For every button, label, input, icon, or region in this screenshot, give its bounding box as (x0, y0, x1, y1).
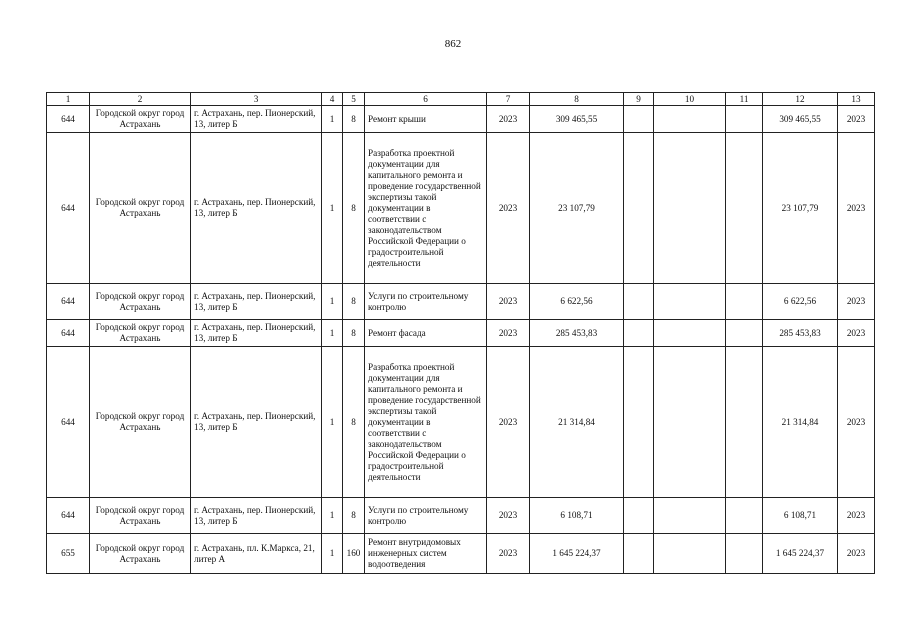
cell-col12-cost: 21 314,84 (763, 347, 838, 498)
cell-municipality: Городской округ город Астрахань (90, 284, 191, 320)
column-header: 9 (624, 93, 654, 106)
cell-work-type: Ремонт крыши (365, 106, 487, 133)
cell-work-type: Ремонт внутридомовых инженерных систем водоотведения (365, 534, 487, 574)
cell-col11 (726, 498, 763, 534)
cell-id: 644 (47, 320, 90, 347)
cell-col9 (624, 106, 654, 133)
cell-col4: 1 (322, 284, 343, 320)
cell-total-cost: 23 107,79 (530, 133, 624, 284)
cell-col4: 1 (322, 347, 343, 498)
column-header: 7 (487, 93, 530, 106)
cell-municipality: Городской округ город Астрахань (90, 347, 191, 498)
cell-end-year: 2023 (838, 498, 875, 534)
cell-col9 (624, 320, 654, 347)
cell-work-type: Разработка проектной документации для капитального ремонта и проведение государственной экспертизы такой документации в соответствии с законодательством Российской Федерации о градостроительной деятельности (365, 347, 487, 498)
cell-end-year: 2023 (838, 534, 875, 574)
cell-end-year: 2023 (838, 284, 875, 320)
cell-address: г. Астрахань, пер. Пионерский, 13, литер Б (191, 106, 322, 133)
cell-address: г. Астрахань, пер. Пионерский, 13, литер Б (191, 133, 322, 284)
cell-col5: 160 (343, 534, 365, 574)
cell-col10 (654, 284, 726, 320)
column-header: 6 (365, 93, 487, 106)
cell-col9 (624, 534, 654, 574)
cell-work-type: Услуги по строительному контролю (365, 498, 487, 534)
repair-registry-table (46, 92, 875, 574)
column-header: 8 (530, 93, 624, 106)
cell-col10 (654, 534, 726, 574)
cell-col4: 1 (322, 320, 343, 347)
cell-total-cost: 6 108,71 (530, 498, 624, 534)
cell-col4: 1 (322, 106, 343, 133)
table-row (47, 133, 875, 284)
cell-end-year: 2023 (838, 320, 875, 347)
column-header: 13 (838, 93, 875, 106)
cell-end-year: 2023 (838, 106, 875, 133)
cell-col10 (654, 498, 726, 534)
cell-work-type: Разработка проектной документации для капитального ремонта и проведение государственной экспертизы такой документации в соответствии с законодательством Российской Федерации о градостроительной деятельности (365, 133, 487, 284)
column-header: 3 (191, 93, 322, 106)
cell-id: 644 (47, 106, 90, 133)
cell-col5: 8 (343, 106, 365, 133)
cell-year: 2023 (487, 106, 530, 133)
cell-year: 2023 (487, 133, 530, 284)
cell-col9 (624, 498, 654, 534)
table-row (47, 320, 875, 347)
cell-year: 2023 (487, 320, 530, 347)
cell-address: г. Астрахань, пер. Пионерский, 13, литер Б (191, 498, 322, 534)
cell-year: 2023 (487, 284, 530, 320)
table-row (47, 347, 875, 498)
cell-col4: 1 (322, 534, 343, 574)
cell-col5: 8 (343, 284, 365, 320)
cell-col5: 8 (343, 320, 365, 347)
cell-col12-cost: 1 645 224,37 (763, 534, 838, 574)
cell-col12-cost: 285 453,83 (763, 320, 838, 347)
cell-work-type: Услуги по строительному контролю (365, 284, 487, 320)
cell-municipality: Городской округ город Астрахань (90, 133, 191, 284)
cell-col11 (726, 320, 763, 347)
cell-col11 (726, 534, 763, 574)
column-number-row (47, 93, 875, 106)
column-header: 5 (343, 93, 365, 106)
cell-work-type: Ремонт фасада (365, 320, 487, 347)
table-row (47, 106, 875, 133)
cell-col11 (726, 133, 763, 284)
cell-address: г. Астрахань, пл. К.Маркса, 21, литер А (191, 534, 322, 574)
cell-col5: 8 (343, 133, 365, 284)
table-row (47, 534, 875, 574)
table-row (47, 498, 875, 534)
cell-address: г. Астрахань, пер. Пионерский, 13, литер Б (191, 320, 322, 347)
cell-municipality: Городской округ город Астрахань (90, 320, 191, 347)
cell-col11 (726, 284, 763, 320)
cell-year: 2023 (487, 498, 530, 534)
cell-col9 (624, 284, 654, 320)
cell-end-year: 2023 (838, 133, 875, 284)
cell-col4: 1 (322, 133, 343, 284)
cell-col10 (654, 347, 726, 498)
cell-year: 2023 (487, 534, 530, 574)
cell-total-cost: 309 465,55 (530, 106, 624, 133)
cell-end-year: 2023 (838, 347, 875, 498)
cell-address: г. Астрахань, пер. Пионерский, 13, литер Б (191, 347, 322, 498)
cell-total-cost: 6 622,56 (530, 284, 624, 320)
cell-col9 (624, 347, 654, 498)
column-header: 12 (763, 93, 838, 106)
cell-id: 655 (47, 534, 90, 574)
cell-year: 2023 (487, 347, 530, 498)
cell-col10 (654, 133, 726, 284)
cell-total-cost: 285 453,83 (530, 320, 624, 347)
cell-address: г. Астрахань, пер. Пионерский, 13, литер Б (191, 284, 322, 320)
column-header: 10 (654, 93, 726, 106)
cell-id: 644 (47, 347, 90, 498)
cell-id: 644 (47, 133, 90, 284)
cell-id: 644 (47, 498, 90, 534)
cell-municipality: Городской округ город Астрахань (90, 534, 191, 574)
cell-col10 (654, 106, 726, 133)
page-number: 862 (444, 38, 462, 50)
cell-col11 (726, 106, 763, 133)
cell-municipality: Городской округ город Астрахань (90, 106, 191, 133)
cell-col12-cost: 6 622,56 (763, 284, 838, 320)
cell-col5: 8 (343, 498, 365, 534)
table-row (47, 284, 875, 320)
cell-total-cost: 21 314,84 (530, 347, 624, 498)
cell-col12-cost: 309 465,55 (763, 106, 838, 133)
cell-col11 (726, 347, 763, 498)
column-header: 11 (726, 93, 763, 106)
column-header: 2 (90, 93, 191, 106)
cell-col12-cost: 6 108,71 (763, 498, 838, 534)
column-header: 4 (322, 93, 343, 106)
cell-municipality: Городской округ город Астрахань (90, 498, 191, 534)
cell-col10 (654, 320, 726, 347)
cell-id: 644 (47, 284, 90, 320)
cell-col12-cost: 23 107,79 (763, 133, 838, 284)
column-header: 1 (47, 93, 90, 106)
cell-total-cost: 1 645 224,37 (530, 534, 624, 574)
cell-col5: 8 (343, 347, 365, 498)
cell-col9 (624, 133, 654, 284)
cell-col4: 1 (322, 498, 343, 534)
